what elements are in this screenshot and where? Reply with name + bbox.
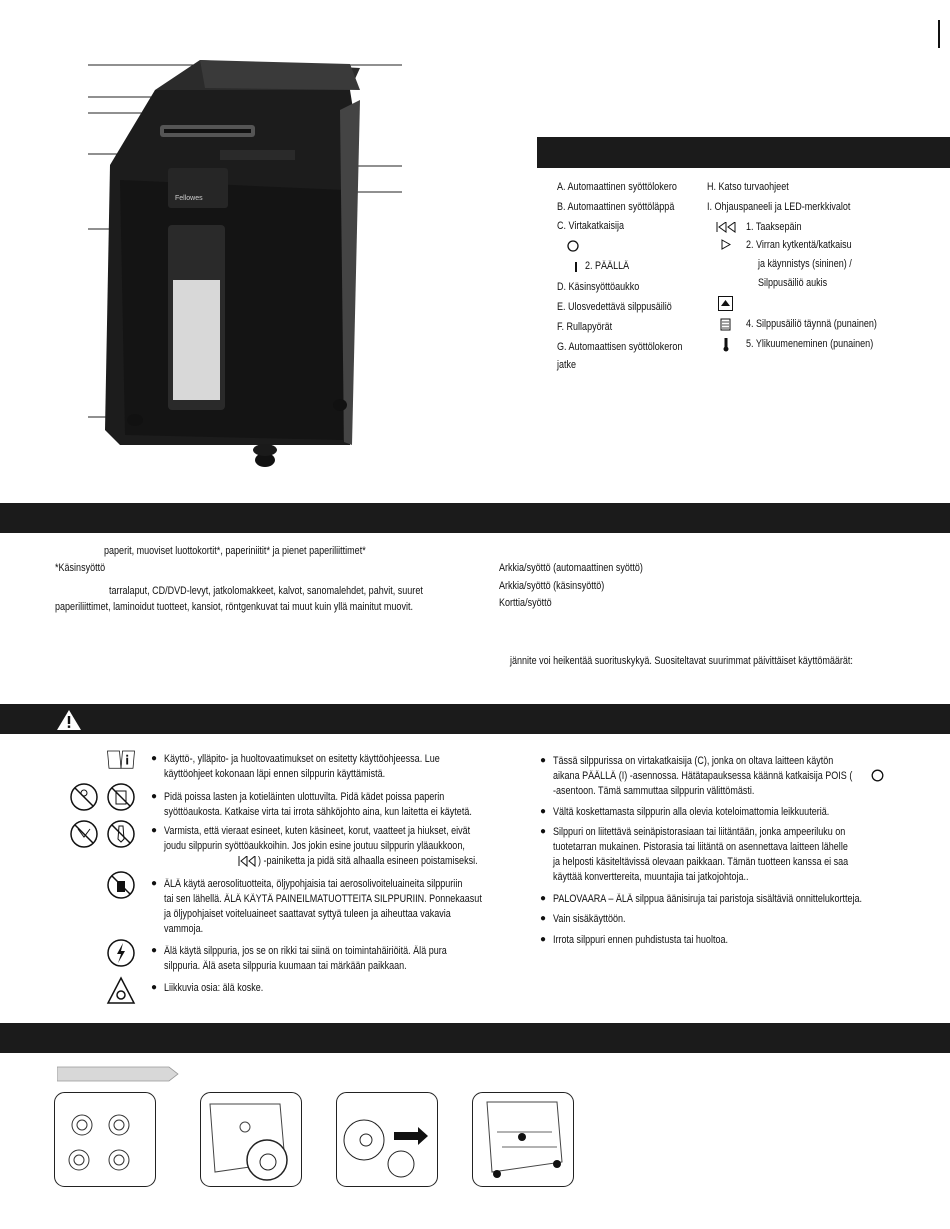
safety-l6-1: Liikkuvia osia: älä koske. xyxy=(164,982,264,994)
bullet: ● xyxy=(540,893,547,904)
safety-r4-1: PALOVAARA – ÄLÄ silppua äänisiruja tai paristoja sisältäviä onnittelukortteja. xyxy=(553,893,863,905)
shredder-illustration xyxy=(60,50,405,475)
bullet: ● xyxy=(151,791,158,802)
brand-label: Fellowes xyxy=(175,195,203,202)
usage-note: jännite voi heikentää suorituskykyä. Suositeltavat suurimmat päivittäiset käyttömäärät: xyxy=(510,655,853,667)
part-i: I. Ohjauspaneeli ja LED-merkkivalot xyxy=(707,201,851,213)
step-3-insert-caster-image xyxy=(336,1092,438,1187)
reverse-icon xyxy=(238,856,258,867)
safety-r1-1: Tässä silppurissa on virtakatkaisija (C), jonka on oltava laitteen käytön xyxy=(553,755,834,767)
electric-hazard-icon xyxy=(106,938,136,968)
led-overheat: 5. Ylikuumeneminen (punainen) xyxy=(746,338,874,350)
safety-l5-2: silppuria. Älä aseta silppuria kuumaan tai märkään paikkaan. xyxy=(164,960,407,972)
safety-r1-3: -asentoon. Tämä sammuttaa silppurin välittömästi. xyxy=(553,785,755,797)
no-loose-clothing-icon xyxy=(69,819,99,849)
part-d: D. Käsinsyöttöaukko xyxy=(557,281,640,293)
safety-l5-1: Älä käytä silppuria, jos se on rikki tai siinä on toimintahäiriöitä. Älä pura xyxy=(164,945,447,957)
safety-l1-1: Käyttö-, ylläpito- ja huoltovaatimukset on esitetty käyttöohjeessa. Lue xyxy=(164,753,440,765)
safety-r1-2: aikana PÄÄLLÄ (I) -asennossa. Hätätapauksessa käännä katkaisija POIS ( xyxy=(553,770,853,782)
safety-r3-2: tuotetarran mukainen. Pistorasia tai liitäntä on asennettava laitteen lähelle xyxy=(553,841,848,853)
safety-l4-2: tai sen lähellä. ÄLÄ KÄYTÄ PAINEILMATUOTTEITA SILPPURIIN. Ponnekaasut xyxy=(164,893,482,905)
bullet: ● xyxy=(151,825,158,836)
no-hands-icon xyxy=(106,782,136,812)
safety-l2-2: syöttöaukosta. Katkaise virta tai irrota sähköjohto aina, kun laitetta ei käytetä. xyxy=(164,806,472,818)
power-off-symbol-icon xyxy=(567,240,579,252)
safety-header-bar xyxy=(0,704,950,734)
play-icon xyxy=(721,239,731,250)
bullet: ● xyxy=(151,982,158,993)
part-c: C. Virtakatkaisija xyxy=(557,220,625,232)
bullet: ● xyxy=(540,934,547,945)
part-b: B. Automaattinen syöttöläppä xyxy=(557,201,675,213)
bullet: ● xyxy=(540,913,547,924)
safety-r3-4: käyttää konverttereita, muuntajia tai jatkojohtoja.. xyxy=(553,871,749,883)
led-bin-full: 4. Silppusäiliö täynnä (punainen) xyxy=(746,318,877,330)
bin-open-icon xyxy=(718,296,733,311)
reverse-icon xyxy=(716,222,738,233)
led-power: 2. Virran kytkentä/katkaisu xyxy=(746,239,852,251)
power-off-symbol-icon xyxy=(871,769,884,782)
safety-l2-1: Pidä poissa lasten ja kotieläinten ulottuvilta. Pidä kädet poissa paperin xyxy=(164,791,445,803)
setup-header-bar xyxy=(0,1023,950,1053)
cap-line1: paperit, muoviset luottokortit*, paperiniitit* ja pienet paperiliittimet* xyxy=(104,545,366,557)
cap-line2: *Käsinsyöttö xyxy=(55,562,106,574)
page-edge-tab xyxy=(938,20,940,48)
part-c-on: 2. PÄÄLLÄ xyxy=(585,260,630,272)
bullet: ● xyxy=(540,826,547,837)
step-arrow xyxy=(57,1066,179,1082)
thermometer-icon xyxy=(722,337,730,352)
read-manual-icon xyxy=(106,745,136,775)
safety-l1-2: käyttöohjeet kokonaan läpi ennen silppurin käyttämistä. xyxy=(164,768,386,780)
spec-manual: Arkkia/syöttö (käsinsyöttö) xyxy=(499,580,605,592)
led-power-2: ja käynnistys (sininen) / xyxy=(758,258,852,270)
cap-line4: paperiliittimet, laminoidut tuotteet, kansiot, röntgenkuvat tai muut kuin yllä mainitut muovit. xyxy=(55,601,413,613)
safety-l4-3: ja öljypohjaiset voiteluaineet saattavat syttyä tuleen ja aiheuttaa vakavia xyxy=(164,908,451,920)
safety-r6-1: Irrota silppuri ennen puhdistusta tai huoltoa. xyxy=(553,934,729,946)
capabilities-header-bar xyxy=(0,503,950,533)
safety-l3-2: joudu silppurin syöttöaukkoihin. Jos jokin esine joutuu silppurin yläaukkoon, xyxy=(164,840,465,852)
no-children-icon xyxy=(69,782,99,812)
warning-icon xyxy=(56,709,82,731)
bin-full-icon xyxy=(720,317,731,331)
step-2-bin-underside-image xyxy=(200,1092,302,1187)
bullet: ● xyxy=(151,945,158,956)
safety-l3-1: Varmista, että vieraat esineet, kuten käsineet, korut, vaatteet ja hiukset, eivät xyxy=(164,825,471,837)
bullet: ● xyxy=(540,806,547,817)
part-h: H. Katso turvaohjeet xyxy=(707,181,789,193)
safety-r5-1: Vain sisäkäyttöön. xyxy=(553,913,626,925)
bullet: ● xyxy=(151,753,158,764)
safety-l4-1: ÄLÄ käytä aerosolituotteita, öljypohjaisia tai aerosolivoiteluaineita silppuriin xyxy=(164,878,463,890)
safety-r2-1: Vältä koskettamasta silppurin alla olevia koteloimattomia leikkuuteriä. xyxy=(553,806,830,818)
no-aerosol-icon xyxy=(106,870,136,900)
moving-parts-icon xyxy=(106,976,136,1006)
safety-l3-3: ) -painiketta ja pidä sitä alhaalla esineen poistamiseksi. xyxy=(258,855,478,867)
safety-r3-3: ja helposti käsiteltävissä olevaan paikkaan. Tämän tuotteen kanssa ei saa xyxy=(553,856,849,868)
part-f: F. Rullapyörät xyxy=(557,321,613,333)
part-a: A. Automaattinen syöttölokero xyxy=(557,181,677,193)
step-1-casters-image xyxy=(54,1092,156,1187)
part-e: E. Ulosvedettävä silppusäiliö xyxy=(557,301,672,313)
parts-header-bar xyxy=(537,137,950,168)
safety-r3-1: Silppuri on liitettävä seinäpistorasiaan tai liitäntään, jonka ampeeriluku on xyxy=(553,826,846,838)
power-on-symbol-icon xyxy=(575,262,577,272)
safety-l4-4: vammoja. xyxy=(164,923,204,935)
led-reverse: 1. Taaksepäin xyxy=(746,221,802,233)
no-tie-icon xyxy=(106,819,136,849)
led-power-3: Silppusäiliö aukis xyxy=(758,277,828,289)
spec-auto: Arkkia/syöttö (automaattinen syöttö) xyxy=(499,562,643,574)
step-4-casters-installed-image xyxy=(472,1092,574,1187)
bullet: ● xyxy=(540,755,547,766)
part-g: G. Automaattisen syöttölokeron xyxy=(557,341,683,353)
bullet: ● xyxy=(151,878,158,889)
spec-cards: Korttia/syöttö xyxy=(499,597,552,609)
part-g-cont: jatke xyxy=(557,359,577,371)
cap-line3: tarralaput, CD/DVD-levyt, jatkolomakkeet, kalvot, sanomalehdet, pahvit, suuret xyxy=(109,585,423,597)
